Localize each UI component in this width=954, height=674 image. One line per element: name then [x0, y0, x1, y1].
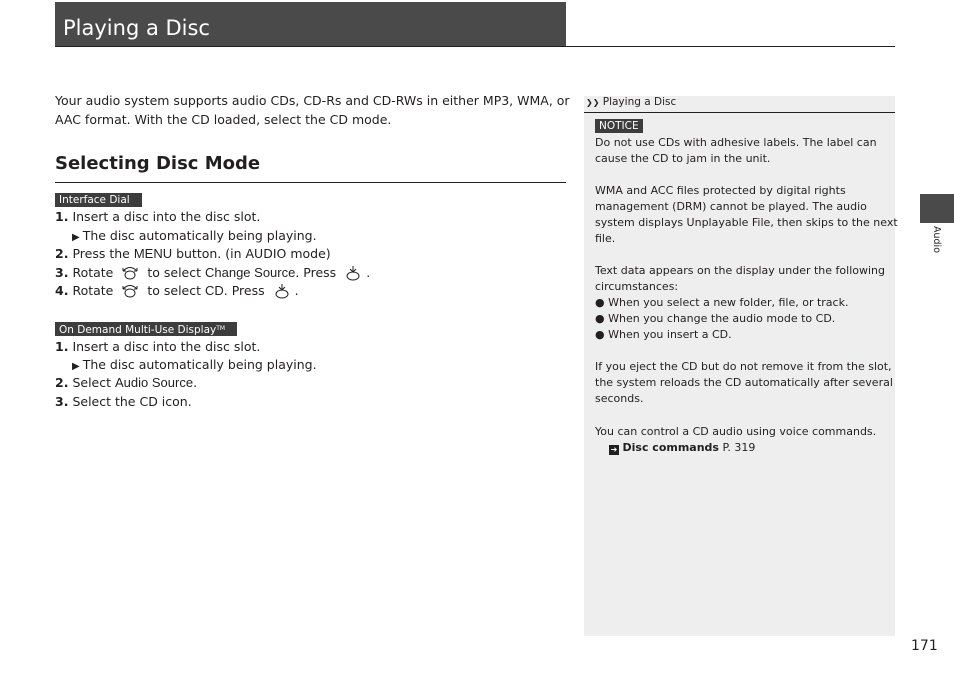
- result-text: The disc automatically being playing.: [82, 357, 317, 372]
- eject-text: [595, 359, 893, 407]
- section-rule: [55, 182, 566, 183]
- sidebar-notes: [584, 96, 898, 636]
- text-line: Do not use CDs with adhesive labels. The label can: [595, 136, 877, 149]
- step-text: Rotate: [72, 265, 114, 280]
- text-line: circumstances:: [595, 280, 679, 293]
- odmd-tag-text: On Demand Multi-Use Display: [59, 324, 217, 336]
- triangle-right-icon: ▶: [72, 361, 80, 372]
- step-number: 1.: [55, 209, 69, 224]
- text-line: WMA and ACC files protected by digital rights: [595, 184, 846, 197]
- title-bar: [55, 2, 566, 46]
- dial-step-2: [55, 245, 331, 263]
- step-text: .: [193, 375, 198, 390]
- page-title: Playing a Disc: [63, 16, 210, 40]
- intro-line: Your audio system supports audio CDs, CD-Rs and CD-RWs in either MP3, WMA, or: [55, 93, 570, 108]
- step-text: . Press: [223, 283, 265, 298]
- bullet-text: When you select a new folder, file, or track.: [608, 296, 849, 309]
- sidebar-header-text: [586, 96, 676, 109]
- control-name: MENU: [133, 246, 173, 261]
- interface-dial-press-icon: [343, 265, 363, 281]
- bullet-icon: ●: [595, 312, 609, 325]
- drm-text: [595, 183, 898, 247]
- step-text: Insert a disc into the disc slot.: [72, 209, 261, 224]
- text-line: Text data appears on the display under the following: [595, 264, 885, 277]
- dial-step-1-result: [72, 227, 317, 247]
- text-line: management (DRM) cannot be played. The audio: [595, 200, 867, 213]
- xref-label: Disc commands: [622, 441, 719, 454]
- dial-step-3: [55, 264, 370, 282]
- interface-dial-press-icon: [272, 283, 292, 299]
- step-text: Select the CD icon.: [72, 394, 192, 409]
- bullet-icon: ●: [595, 296, 609, 309]
- trademark-mark: TM: [216, 325, 226, 332]
- step-number: 3.: [55, 394, 69, 409]
- bullet-text: When you change the audio mode to CD.: [608, 312, 836, 325]
- dial-step-4: [55, 282, 299, 300]
- step-text: .: [366, 265, 371, 280]
- odmd-step-1-result: [72, 356, 317, 376]
- step-text: .: [294, 283, 299, 298]
- step-text: to select: [147, 265, 205, 280]
- notice-text: [595, 135, 887, 167]
- interface-dial-rotate-icon: [120, 283, 140, 299]
- text-line: file.: [595, 232, 616, 245]
- result-text: The disc automatically being playing.: [82, 228, 317, 243]
- step-number: 2.: [55, 375, 69, 390]
- bullet-item: [595, 295, 887, 311]
- odmd-step-1: [55, 338, 260, 356]
- text-line: If you eject the CD but do not remove it from the slot,: [595, 360, 892, 373]
- text-line: the system reloads the CD automatically after several: [595, 376, 893, 389]
- step-number: 4.: [55, 283, 69, 298]
- step-text: Insert a disc into the disc slot.: [72, 339, 261, 354]
- xref-arrow-icon: ➜: [610, 445, 618, 454]
- text-line: system displays Unplayable File, then skips to the next: [595, 216, 898, 229]
- step-text: Select: [72, 375, 115, 390]
- chapter-tab-label: Audio: [931, 226, 942, 254]
- step-number: 2.: [55, 246, 69, 261]
- step-text: Press the: [72, 246, 134, 261]
- control-name: CD: [205, 283, 224, 298]
- notice-badge: NOTICE: [595, 119, 643, 133]
- intro-line: AAC format. With the CD loaded, select the CD mode.: [55, 112, 392, 127]
- text-line: seconds.: [595, 392, 644, 405]
- section-heading: Selecting Disc Mode: [55, 153, 261, 174]
- text-data-info: [595, 263, 887, 343]
- step-text: Rotate: [72, 283, 114, 298]
- bullet-icon: ●: [595, 328, 609, 341]
- control-name: Change Source: [205, 265, 296, 280]
- triangle-right-icon: ▶: [72, 232, 80, 243]
- step-number: 3.: [55, 265, 69, 280]
- control-name: Audio Source: [115, 375, 194, 390]
- xref-page: P. 319: [722, 441, 756, 454]
- bullet-text: When you insert a CD.: [608, 328, 732, 341]
- step-text: to select: [147, 283, 205, 298]
- interface-dial-tag: Interface Dial: [55, 193, 142, 207]
- step-text: button. (in AUDIO mode): [172, 246, 331, 261]
- title-rule: [55, 46, 895, 47]
- text-line: cause the CD to jam in the unit.: [595, 152, 771, 165]
- odmd-step-2: [55, 374, 197, 392]
- double-arrow-icon: ❯❯: [586, 98, 600, 107]
- dial-step-1: [55, 208, 260, 226]
- page-number: 171: [911, 638, 938, 654]
- interface-dial-rotate-icon: [120, 265, 140, 281]
- step-text: . Press: [295, 265, 337, 280]
- sidebar-header-label: Playing a Disc: [602, 96, 677, 108]
- odmd-tag: [55, 322, 237, 336]
- intro-paragraph: [55, 91, 570, 129]
- voice-text: [595, 424, 887, 440]
- sidebar-header: [584, 96, 895, 113]
- step-number: 1.: [55, 339, 69, 354]
- odmd-step-3: [55, 393, 192, 411]
- cross-reference-link[interactable]: [609, 440, 755, 456]
- chapter-tab: [920, 194, 954, 223]
- bullet-item: [595, 311, 887, 327]
- bullet-item: [595, 327, 887, 343]
- text-line: You can control a CD audio using voice commands.: [595, 425, 877, 438]
